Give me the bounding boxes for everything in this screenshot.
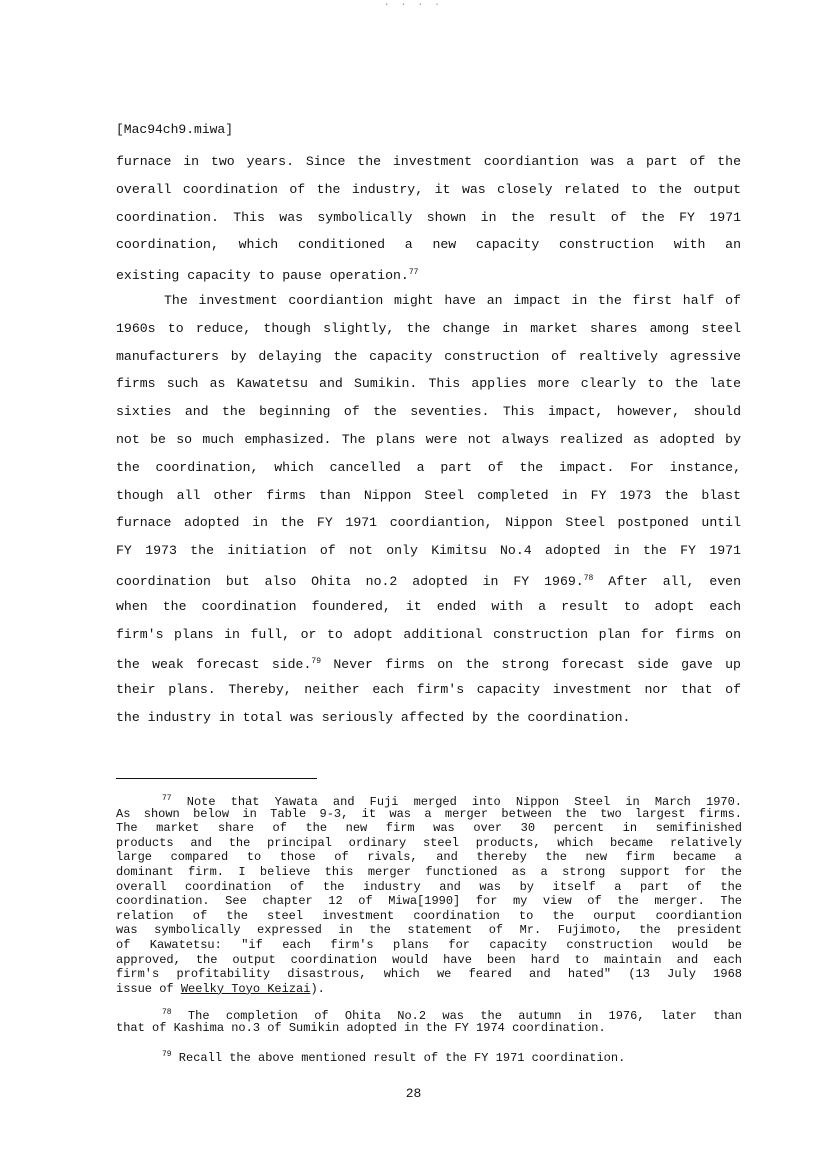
footnote-79: $^{79}$ Recall the above mentioned result of the FY 1971 coordination. (162, 1050, 626, 1065)
body-line: coordination but also Ohita no.2 adopted in FY 1969.78 After all, even (116, 573, 741, 589)
footnote-ref-79: 79 (311, 657, 321, 667)
footnote-marker-79: 79 (162, 1050, 172, 1059)
footnote-ref-78: 78 (583, 573, 594, 583)
body-line: not be so much emphasized. The plans were not always realized as adopted by (116, 431, 741, 447)
body-line: The investment coordiantion might have an impact in the first half of (164, 292, 741, 308)
body-line: overall coordination of the industry, it was closely related to the output (116, 181, 741, 197)
document-id: [Mac94ch9.miwa] (116, 122, 234, 137)
body-line: the industry in total was seriously affected by the coordination. (116, 709, 631, 725)
body-line: furnace in two years. Since the investment coordiantion was a part of the (116, 154, 741, 169)
footnote-marker-77: 77 (162, 794, 172, 803)
body-line: firms such as Kawatetsu and Sumikin. This applies more clearly to the late (116, 376, 741, 392)
body-line: their plans. Thereby, neither each firm's capacity investment nor that of (116, 682, 741, 698)
footnote-marker-78: 78 (162, 1008, 172, 1017)
body-line: the coordination, which cancelled a part of the impact. For instance, (116, 459, 741, 475)
body-line: coordination, which conditioned a new capacity construction with an (116, 237, 741, 253)
body-line: sixties and the beginning of the seventies. This impact, however, should (116, 404, 741, 420)
body-line: 1960s to reduce, though slightly, the change in market shares among steel (116, 320, 741, 336)
body-line: firm's plans in full, or to adopt additional construction plan for firms on (116, 626, 741, 642)
journal-title: Weelky Toyo Keizai (180, 981, 311, 996)
body-line: furnace adopted in the FY 1971 coordiantion, Nippon Steel postponed until (116, 515, 741, 531)
body-line: though all other firms than Nippon Steel completed in FY 1973 the blast (116, 487, 741, 503)
footnote-78: $^{78}$ The completion of Ohita No.2 was the autumn in 1976, later than that of Kashima no.3 of Sumikin adopted in the FY 1974 coordination. (116, 1008, 742, 1035)
body-text (116, 148, 741, 732)
footnote-77: $^{77}$ Note that Yawata and Fuji merged into Nippon Steel in March 1970. As shown below in Table 9-3, it was a merger between the two largest firms. The market share of the new firm was over 30 percent in semifinished products and the principal ordinary steel products, which became relatively large compared to those of rivals, and thereby the new firm became a dominant firm. I believe this merger functioned as a strong support for the overall coordination of the industry and was by itself a part of the coordination. See chapter 12 of Miwa[1990] for my view of the merger. The relation of the steel investment coordination to the ourput coordiantion was symbolically expressed in the statement of Mr. Fujimoto, the president of Kawatetsu: "if each firm's plans for capacity construction would be approved, the output coordination would have been hard to maintain and each firm's profitability disastrous, which we feared and hated" (13 July 1968 issue of Weelky Toyo Keizai). (116, 794, 742, 996)
footnote-divider (116, 778, 317, 779)
body-line: coordination. This was symbolically shown in the result of the FY 1971 (116, 209, 741, 225)
body-line: FY 1973 the initiation of not only Kimitsu No.4 adopted in the FY 1971 (116, 543, 741, 559)
body-line: existing capacity to pause operation.$^{77}$ (116, 268, 419, 284)
body-line: the weak forecast side.$^{79}$ Never firms on the strong forecast side gave up (116, 657, 741, 673)
body-line: when the coordination foundered, it ended with a result to adopt each (116, 598, 741, 614)
scan-marks: · · · · (384, 0, 443, 10)
footnote-ref-77: 77 (408, 268, 419, 278)
page-number: 28 (405, 1086, 422, 1101)
body-line: manufacturers by delaying the capacity construction of realtively agressive (116, 348, 741, 364)
